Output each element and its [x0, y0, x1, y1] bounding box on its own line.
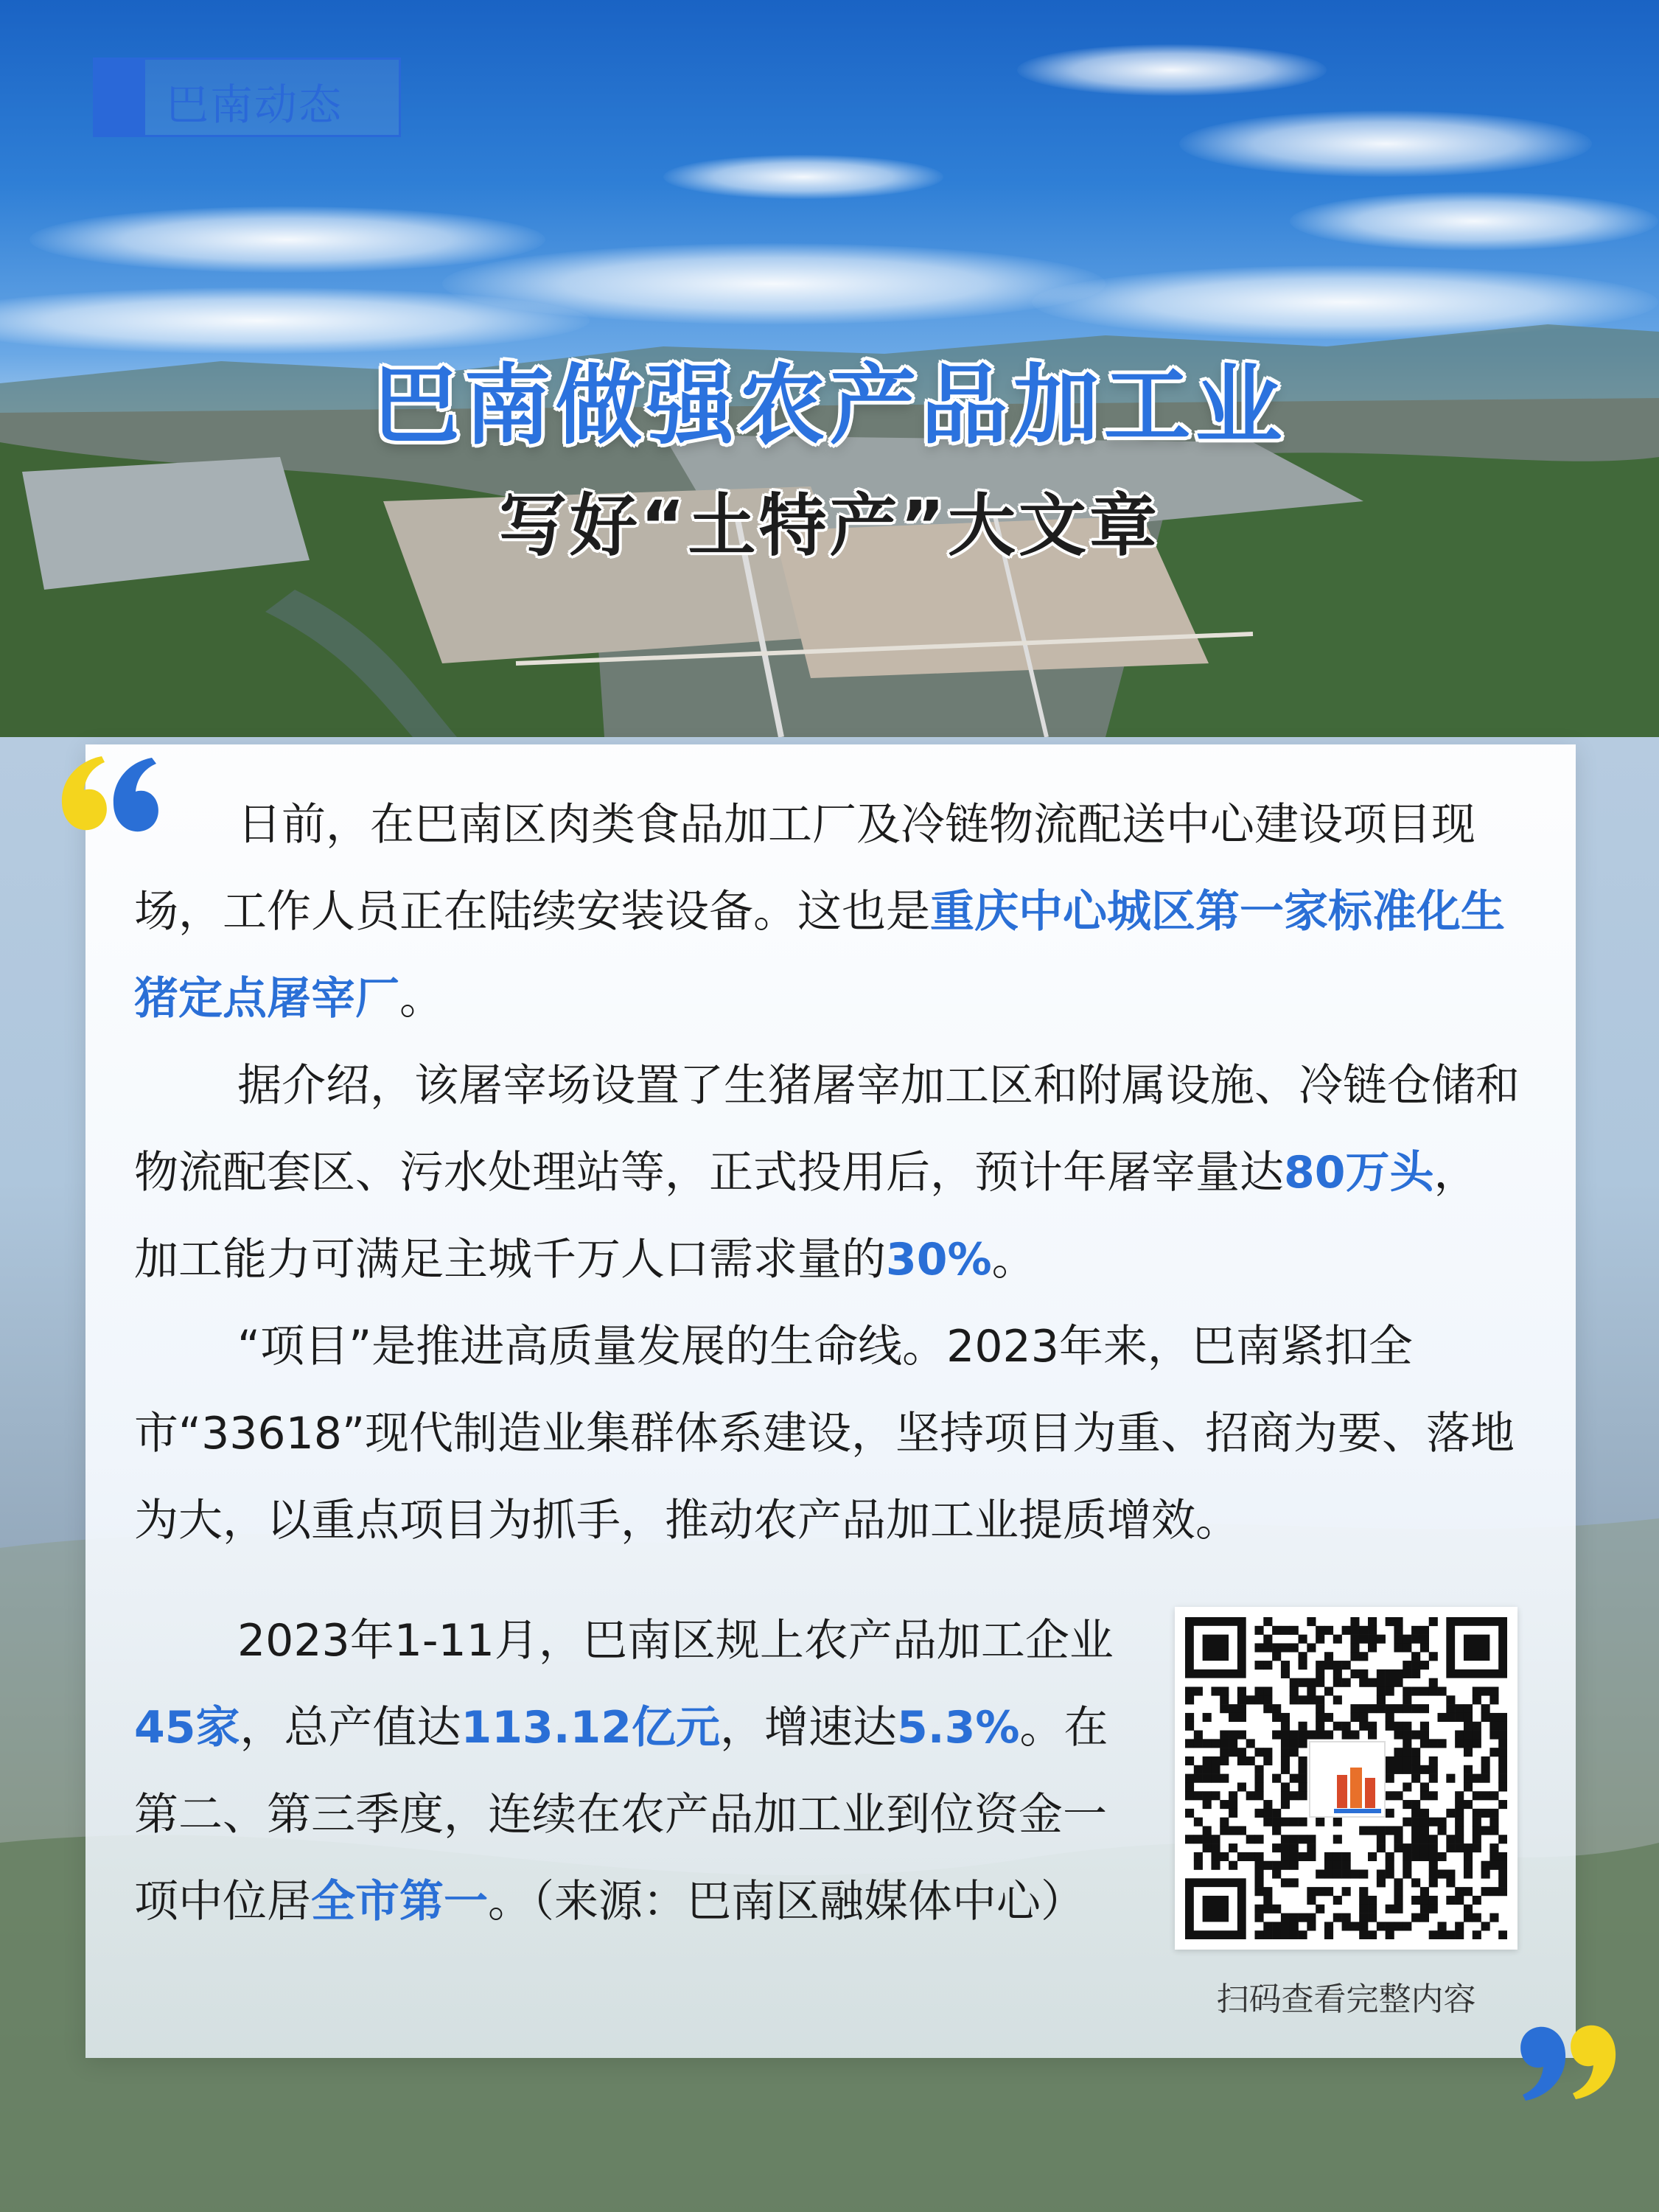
section-tag	[93, 57, 401, 137]
paragraph-2	[134, 1042, 1520, 1303]
p2-highlight-1: 80万头	[1284, 1147, 1434, 1199]
main-title: 巴南做强农产品加工业	[372, 355, 1287, 456]
p4-text-a: 2023年1-11月，巴南区规上农产品加工企业	[237, 1615, 1114, 1667]
p4-text-c: ，增速达	[720, 1702, 898, 1754]
section-tag-label: 巴南动态	[166, 80, 343, 130]
p4-text-d: 。在第二、第三季度，连续在农产品加工业到位资金一项中位居	[134, 1702, 1108, 1927]
p1-text-a: 日前，在巴南区肉类食品加工厂及冷链物流配送中心建设项目现场，工作人员正在陆续安装设备。这也是	[134, 799, 1475, 938]
paragraph-1	[134, 781, 1520, 1042]
p2-text-c: 。	[991, 1234, 1036, 1285]
close-quote-icon	[1518, 2023, 1621, 2108]
p1-highlight: 重庆中心城区第一家标准化生猪定点屠宰厂	[134, 886, 1505, 1025]
paragraph-3: “项目”是推进高质量发展的生命线。2023年来，巴南紧扣全市“33618”现代制造业集群体系建设，坚持项目为重、招商为要、落地为大，以重点项目为抓手，推动农产品加工业提质增效。	[134, 1321, 1515, 1546]
sub-title: 写好“土特产”大文章	[499, 486, 1160, 565]
qr-caption: 扫码查看完整内容	[1216, 1981, 1476, 2018]
p4-highlight-4: 全市第一	[311, 1876, 488, 1927]
qr-code[interactable]	[1175, 1607, 1517, 1950]
section-tag-bar	[95, 60, 145, 135]
p2-highlight-2: 30%	[886, 1234, 992, 1285]
p1-text-b: 。	[399, 973, 444, 1025]
p4-text-b: ，总产值达	[240, 1702, 461, 1754]
p2-text-a: 据介绍，该屠宰场设置了生猪屠宰加工区和附属设施、冷链仓储和物流配套区、污水处理站等，正式投用后，预计年屠宰量达	[134, 1060, 1520, 1199]
p4-highlight-2: 113.12亿元	[461, 1702, 721, 1754]
p2-text-b: ，加工能力可满足主城千万人口需求量的	[134, 1147, 1478, 1285]
qr-logo-icon	[1309, 1741, 1386, 1818]
p4-highlight-1: 45家	[134, 1702, 240, 1754]
p4-highlight-3: 5.3%	[897, 1702, 1020, 1754]
p4-text-e: 。（来源：巴南区融媒体中心）	[488, 1876, 1085, 1927]
paragraph-4	[134, 1597, 1125, 1945]
article-body	[134, 781, 1520, 1564]
